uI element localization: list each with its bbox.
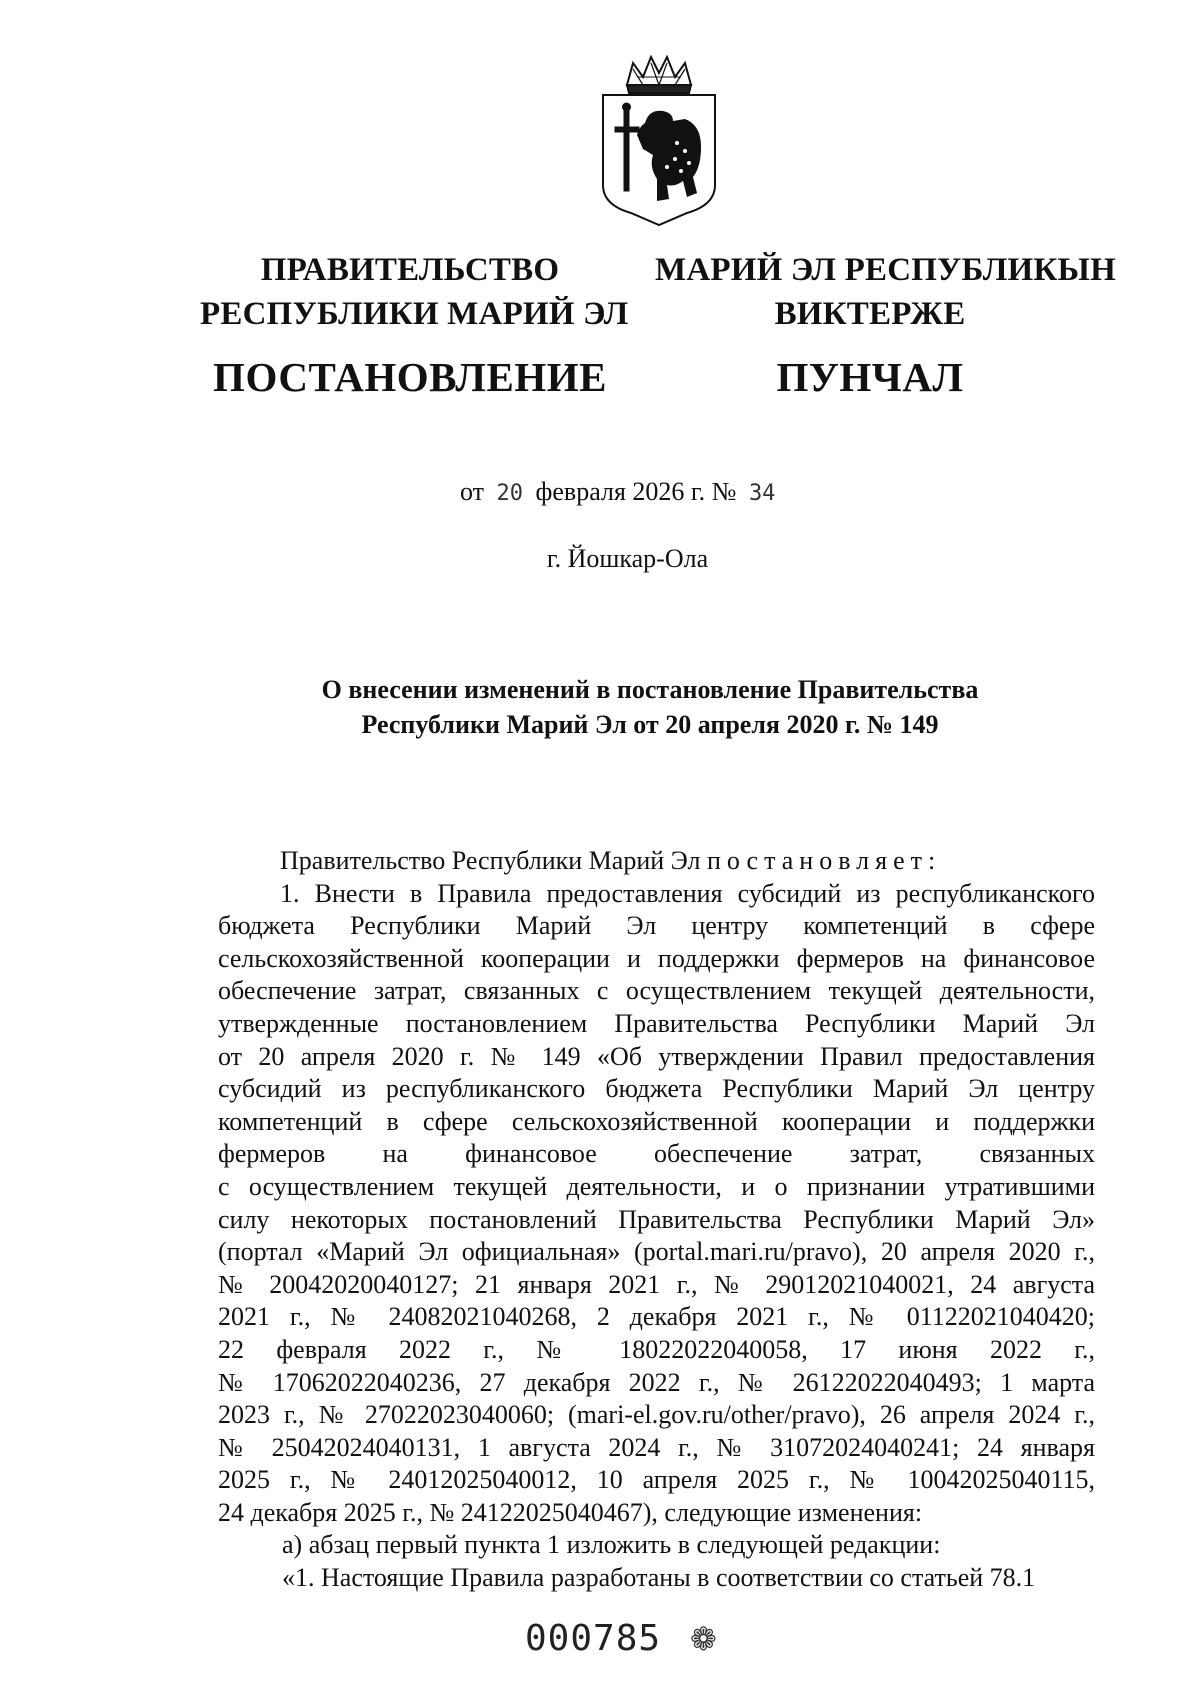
header-right-line1: МАРИЙ ЭЛ РЕСПУБЛИКЫН: [655, 252, 1117, 288]
intro-verb: постановляет:: [706, 846, 942, 875]
date-prefix: от: [460, 477, 485, 506]
body-line: 2025 г., № 24012025040012, 10 апреля 2025 г., № 10042025040115,: [218, 1465, 1095, 1495]
body-paragraph: [218, 878, 1095, 1497]
header-russian: [200, 248, 629, 402]
body-line: № 20042020040127; 21 января 2021 г., № 29012021040021, 24 августа: [218, 1269, 1095, 1299]
body-last-line: 24 декабря 2025 г., № 24122025040467), следующие изменения:: [218, 1497, 923, 1527]
doc-serial-number: 000785: [525, 1618, 662, 1659]
body-line: фермеров на финансовое обеспечение затрат, связанных: [218, 1139, 1095, 1169]
subject-line1: О внесении изменений в постановление Правительства: [321, 675, 979, 704]
coat-of-arms-icon: [597, 55, 721, 230]
body-line: 1. Внести в Правила предоставления субсидий из республиканского: [280, 878, 1095, 908]
asterisk-mark-icon: ❁: [690, 1621, 717, 1657]
document-subject: [220, 672, 1080, 742]
body-line: бюджета Республики Марий Эл центру компетенций в сфере: [218, 911, 1095, 941]
body-line: (портал «Марий Эл официальная» (portal.mari.ru/pravo), 20 апреля 2020 г.,: [218, 1237, 1095, 1267]
body-line: утвержденные постановлением Правительства Республики Марий Эл: [218, 1008, 1095, 1038]
date-month-year: февраля 2026 г. №: [535, 477, 737, 506]
item-a: а) абзац первый пункта 1 изложить в следующей редакции:: [282, 1530, 941, 1560]
document-date: [460, 477, 781, 507]
header-mari: [655, 248, 1117, 402]
body-line: № 17062022040236, 27 декабря 2022 г., № 26122022040493; 1 марта: [218, 1367, 1095, 1397]
body-line: с осуществлением текущей деятельности, и о признании утратившими: [218, 1171, 1095, 1201]
quote-start: «1. Настоящие Правила разработаны в соответствии со статьей 78.1: [282, 1563, 1036, 1593]
date-day: 20: [496, 481, 524, 506]
body-line: 2023 г., № 27022023040060; (mari-el.gov.ru/other/pravo), 26 апреля 2024 г.,: [218, 1400, 1095, 1430]
body-line: 2021 г., № 24082021040268, 2 декабря 2021 г., № 01122021040420;: [218, 1302, 1095, 1332]
body-line: 22 февраля 2022 г., № 18022022040058, 17 июня 2022 г.,: [218, 1334, 1095, 1364]
body-line: сельскохозяйственной кооперации и поддержки фермеров на финансовое: [218, 943, 1095, 973]
document-city: г. Йошкар-Ола: [546, 544, 709, 573]
subject-line2: Республики Марий Эл от 20 апреля 2020 г. № 149: [361, 710, 939, 739]
body-line: компетенций в сфере сельскохозяйственной кооперации и поддержки: [218, 1106, 1095, 1136]
body-line: субсидий из республиканского бюджета Республики Марий Эл центру: [218, 1074, 1095, 1104]
body-line: силу некоторых постановлений Правительства Республики Марий Эл»: [218, 1204, 1095, 1234]
header-right-line2: ВИКТЕРЖЕ: [774, 296, 966, 332]
document-number: 34: [748, 481, 776, 506]
header-left-title: ПОСТАНОВЛЕНИЕ: [213, 354, 607, 400]
body-line: от 20 апреля 2020 г. № 149 «Об утверждении Правил предоставления: [218, 1041, 1095, 1071]
body-line: № 25042024040131, 1 августа 2024 г., № 31072024040241; 24 января: [218, 1432, 1095, 1462]
header-left-line1: ПРАВИТЕЛЬСТВО: [260, 252, 560, 288]
body-line: обеспечение затрат, связанных с осуществлением текущей деятельности,: [218, 976, 1095, 1006]
document-body: [218, 845, 1095, 1595]
header-left-line2: РЕСПУБЛИКИ МАРИЙ ЭЛ: [200, 296, 629, 332]
header-right-title: ПУНЧАЛ: [776, 354, 964, 400]
intro-text: Правительство Республики Марий Эл: [280, 846, 707, 875]
intro-line: [218, 845, 1095, 878]
